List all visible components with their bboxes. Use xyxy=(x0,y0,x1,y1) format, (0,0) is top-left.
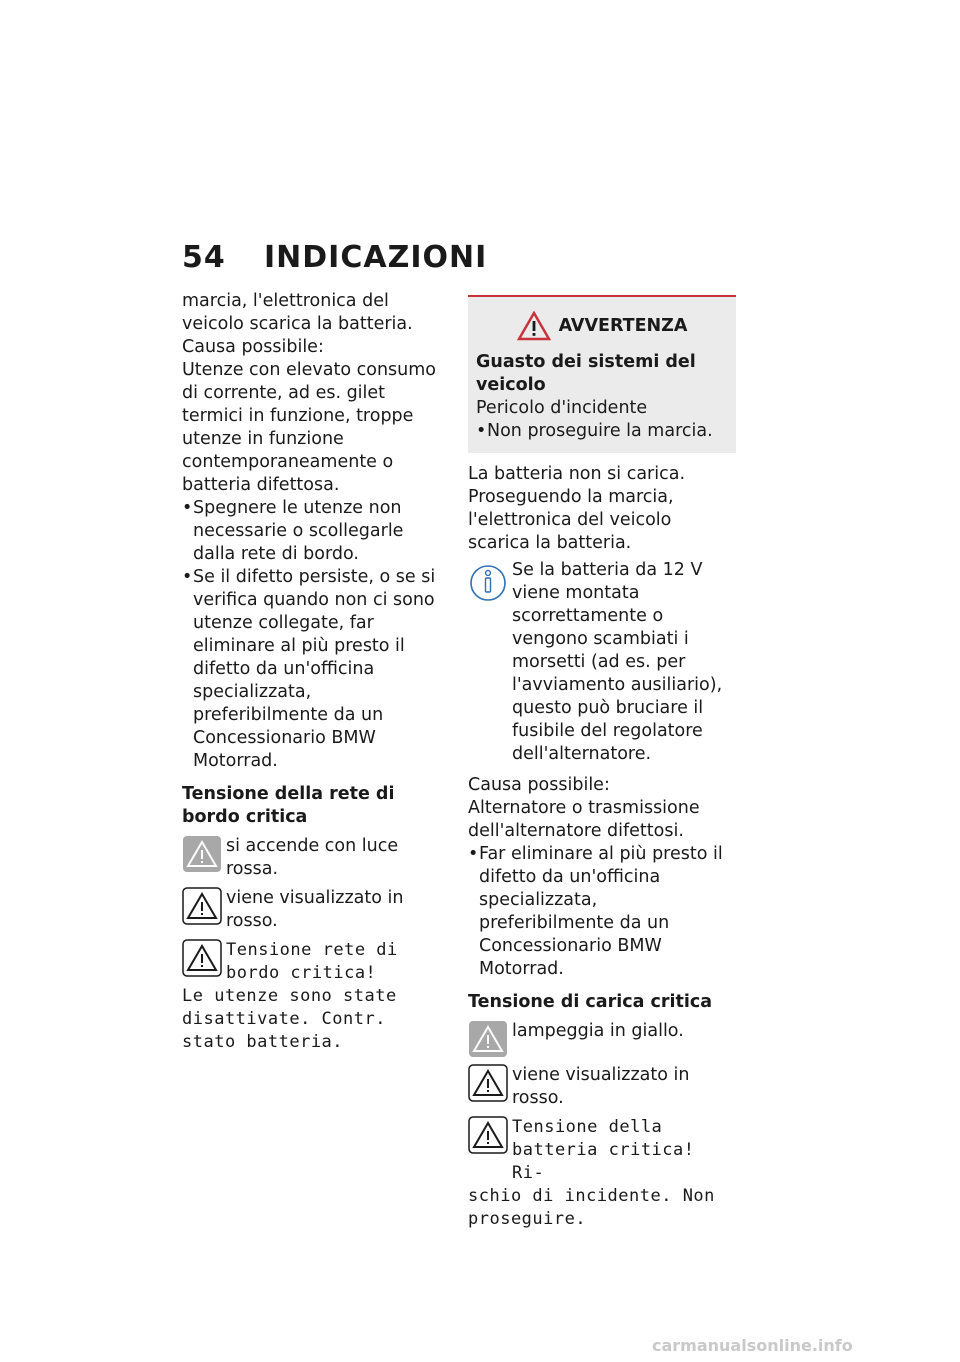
display-message-head: Tensione rete di bordo critica! xyxy=(226,940,398,983)
warning-list xyxy=(476,420,728,443)
indicator-text: lampeggia in giallo. xyxy=(512,1021,684,1041)
warning-triangle-outline-icon xyxy=(468,1064,508,1102)
action-list xyxy=(182,497,450,773)
list-item: • Spegnere le utenze non necessarie o scollegarle dalla rete di bordo. xyxy=(182,497,450,566)
indicator-row xyxy=(182,835,450,881)
body-paragraph: La batteria non si carica. Proseguendo la marcia, l'elettronica del veicolo scarica la batteria. xyxy=(468,464,686,553)
list-item: • Se il difetto persiste, o se si verifica quando non ci sono utenze collegate, far eliminare al più presto il difetto da un'officina specializzata, preferibilmente da un Concessionario BMW Motorrad. xyxy=(182,566,450,773)
cause-text: Utenze con elevato consumo di corrente, ad es. gilet termici in funzione, troppe utenze in funzione contemporaneamente o batteria difettosa. xyxy=(182,360,437,495)
right-column xyxy=(468,295,736,1231)
indicator-row xyxy=(468,1020,736,1058)
display-message xyxy=(468,1116,736,1231)
warning-triangle-icon xyxy=(517,311,551,341)
warning-triangle-filled-icon xyxy=(468,1020,508,1058)
watermark: carmanualsonline.info xyxy=(652,1336,853,1355)
list-item: • Far eliminare al più presto il difetto da un'officina specializzata, preferibilmente da un Concessionario BMW Motorrad. xyxy=(468,843,736,981)
cause-label: Causa possibile: xyxy=(468,775,610,795)
display-message-rest: Le utenze sono state disattivate. Contr. stato batteria. xyxy=(182,986,397,1052)
info-text: Se la batteria da 12 V viene montata scorrettamente o vengono scambiati i morsetti (ad es. per l'avviamento ausiliario), questo può bruciare il fusibile del regolatore dell'alternatore. xyxy=(512,560,723,764)
indicator-text: viene visualizzato in rosso. xyxy=(226,888,404,931)
warning-text: Pericolo d'incidente xyxy=(476,398,648,418)
indicator-row xyxy=(468,1064,736,1110)
warning-title: AVVERTENZA xyxy=(558,315,688,336)
intro-paragraph: marcia, l'elettronica del veicolo scarica la batteria. xyxy=(182,291,413,334)
left-column xyxy=(182,290,450,1054)
warning-triangle-filled-icon xyxy=(182,835,222,873)
section-heading: Tensione di carica critica xyxy=(468,992,713,1012)
display-message xyxy=(182,939,450,1054)
warning-box xyxy=(468,295,736,453)
cause-text: Alternatore o trasmissione dell'alternatore difettosi. xyxy=(468,798,700,841)
warning-triangle-outline-icon xyxy=(468,1116,508,1154)
cause-label: Causa possibile: xyxy=(182,337,324,357)
indicator-row xyxy=(182,887,450,933)
action-list xyxy=(468,843,736,981)
indicator-text: viene visualizzato in rosso. xyxy=(512,1065,690,1108)
list-item: • Non proseguire la marcia. xyxy=(476,420,728,443)
warning-triangle-outline-icon xyxy=(182,939,222,977)
warning-subtitle: Guasto dei sistemi del veicolo xyxy=(476,352,696,395)
display-message-head: Tensione della batteria critica! Ri- xyxy=(512,1117,695,1183)
section-heading: Tensione della rete di bordo critica xyxy=(182,784,395,827)
page-number: 54 xyxy=(182,240,226,275)
warning-triangle-outline-icon xyxy=(182,887,222,925)
info-icon xyxy=(468,559,508,603)
chapter-title: INDICAZIONI xyxy=(264,240,488,275)
info-note xyxy=(468,559,736,766)
indicator-text: si accende con luce rossa. xyxy=(226,836,399,879)
display-message-rest: schio di incidente. Non proseguire. xyxy=(468,1186,715,1229)
